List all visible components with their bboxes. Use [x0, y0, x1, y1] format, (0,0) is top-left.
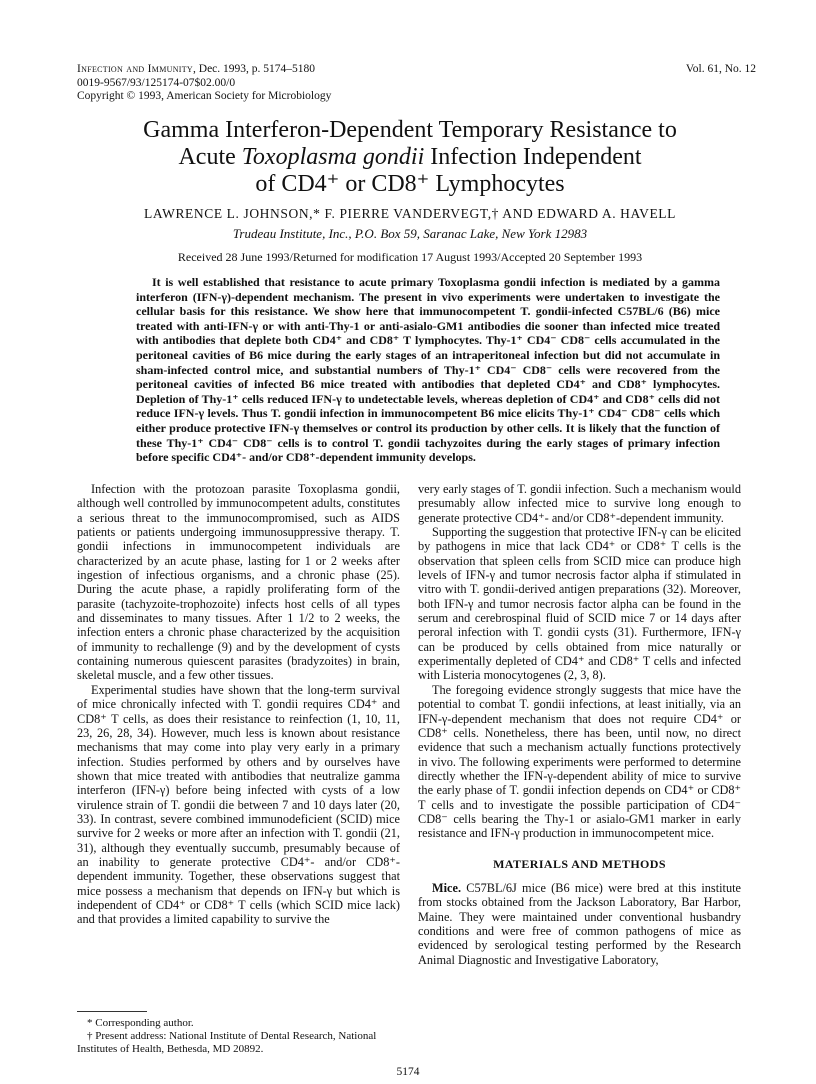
- right-column: [418, 482, 741, 967]
- title-line-3: of CD4⁺ or CD8⁺ Lymphocytes: [255, 171, 565, 197]
- mice-run-in-heading: Mice.: [432, 880, 462, 895]
- abstract: It is well established that resistance to acute primary Toxoplasma gondii infection is mediated by a gamma interferon (IFN-γ)-dependent mechanism. The present in vivo experiments were undertaken to investigate the cellular basis for this resistance. We show here that immunocompetent T. gondii-infected C57BL/6 (B6) mice treated with anti-IFN-γ or with anti-Thy-1 or anti-asialo-GM1 antibodies die sooner than infected mice treated with antibodies that deplete both CD4⁺ and CD8⁺ T lymphocytes. Thy-1⁺ CD4⁻ CD8⁻ cells accumulated in the peritoneal cavities of B6 mice during the early stages of an intraperitoneal infection but did not accumulate in sham-infected control mice, and substantial numbers of Thy-1⁺ CD4⁻ CD8⁻ cells were recovered from the peritoneal cavities of infected B6 mice treated with antibodies that depleted CD4⁺ and CD8⁺ lymphocytes. Depletion of Thy-1⁺ cells reduced IFN-γ to undetectable levels, whereas depletion of CD4⁺ and CD8⁺ cells did not reduce IFN-γ levels. Thus T. gondii infection in immunocompetent B6 mice elicits Thy-1⁺ CD4⁻ CD8⁻ cells which either produce protective IFN-γ themselves or control its production by other cells. It is likely that the function of these Thy-1⁺ CD4⁻ CD8⁻ cells is to control T. gondii tachyzoites during the early stages of primary infection before specific CD4⁺- and/or CD8⁺-dependent immunity develops.: [136, 275, 720, 465]
- issue-date: , Dec. 1993, p. 5174–5180: [193, 63, 316, 75]
- intro-paragraph-5: The foregoing evidence strongly suggests that mice have the potential to combat T. gondii infections, at least initially, via an IFN-γ-dependent mechanism that does not require CD4⁺ or CD8⁺ cells. Nonetheless, there has been, until now, no direct evidence that such a mechanism actually functions protectively in vivo. The following experiments were performed to determine directly whether the IFN-γ-dependent ability of mice to survive the early phase of T. gondii infection depends on CD4⁺ or CD8⁺ T cells and to investigate the possible participation of CD4⁻ CD8⁻ cells bearing the Thy-1 or asialo-GM1 marker in early resistance and IFN-γ production in immunocompetent mice.: [418, 682, 741, 841]
- title-line-2: Acute Toxoplasma gondii Infection Independent: [178, 144, 642, 170]
- title-organism: Toxoplasma gondii: [241, 144, 425, 170]
- copyright-line: Copyright © 1993, American Society for Microbiology: [77, 90, 332, 102]
- intro-paragraph-4: Supporting the suggestion that protective IFN-γ can be elicited by pathogens in mice that lack CD4⁺ or CD8⁺ T cells is the observation that spleen cells from SCID mice can produce high levels of IFN-γ and tumor necrosis factor alpha if stimulated in vitro with T. gondii-derived antigen preparations (32). Moreover, both IFN-γ and tumor necrosis factor alpha can be found in the serum and cerebrospinal fluid of SCID mice 7 or 14 days after peroral infection with T. gondii cysts (31). Furthermore, IFN-γ can be produced by cells obtained from mice naturally or experimentally depleted of CD4⁺ and CD8⁺ T cells and infected with Listeria monocytogenes (2, 3, 8).: [418, 525, 741, 683]
- intro-paragraph-2: Experimental studies have shown that the long-term survival of mice chronically infected with T. gondii requires CD4⁺ and CD8⁺ T cells, as does their resistance to reinfection (1, 10, 11, 23, 26, 28, 34). However, much less is known about resistance mechanisms that may come into play very early in a primary infection. Studies performed by others and by ourselves have shown that mice treated with antibodies that neutralize gamma interferon (IFN-γ) before being infected with cysts of a low virulence strain of T. gondii die between 7 and 10 days later (20, 33). In contrast, severe combined immunodeficient (SCID) mice survive for 2 weeks or more after an infection with T. gondii (21, 31), although they eventually succumb, presumably because of an inability to generate protective CD4⁺- and/or CD8⁺-dependent immunity. Together, these observations suggest that mice possess a mechanism that depends on IFN-γ but which is independent of CD4⁺ or CD8⁺ T cells (which SCID mice lack) and that provides a limited capability to survive the: [77, 682, 400, 927]
- methods-mice-paragraph: Mice. C57BL/6J mice (B6 mice) were bred at this institute from stocks obtained from the Jackson Laboratory, Bar Harbor, Maine. They were maintained under conventional husbandry conditions and were free of common pathogens of mice as evidenced by serological testing performed by the Research Animal Diagnostic and Investigative Laboratory,: [418, 880, 741, 967]
- footnote-divider: [77, 1011, 147, 1012]
- footnote-corresponding: * Corresponding author.: [87, 1017, 194, 1029]
- article-title: [80, 117, 740, 198]
- footnotes: [77, 1017, 400, 1056]
- intro-paragraph-1: Infection with the protozoan parasite Toxoplasma gondii, although well controlled by immunocompetent adults, constitutes a serious threat to the immunocompromised, such as AIDS patients or patients undergoing immunosuppressive therapy. T. gondii infections in immunocompetent individuals are characterized by an acute phase, lasting for 1 or 2 weeks after ingestion of infectious organisms, and a chronic phase (25). During the acute phase, a rapidly proliferating form of the parasite (tachyzoite-trophozoite) infects host cells of all types and disseminates to many tissues. After 1 1/2 to 2 weeks, the infection enters a chronic phase characterized by the acquisition of immunity to rechallenge (9) and by the development of cysts containing numerous quiescent parasites (bradyzoites) in brain, skeletal muscle, and a few other tissues.: [77, 482, 400, 683]
- section-heading-methods: MATERIALS AND METHODS: [493, 856, 666, 871]
- intro-paragraph-3: very early stages of T. gondii infection. Such a mechanism would presumably allow infected mice to survive long enough to generate protective CD4⁺- and/or CD8⁺-dependent immunity.: [418, 482, 741, 525]
- received-dates: Received 28 June 1993/Returned for modification 17 August 1993/Accepted 20 September 1993: [177, 250, 643, 264]
- left-column: [77, 482, 400, 927]
- footnote-present-address: † Present address: National Institute of Dental Research, National Institutes of Health, Bethesda, MD 20892.: [77, 1030, 377, 1055]
- journal-name: Infection and Immunity: [77, 63, 194, 75]
- author-list: LAWRENCE L. JOHNSON,* F. PIERRE VANDERVEGT,† AND EDWARD A. HAVELL: [143, 206, 676, 221]
- article-code: 0019-9567/93/125174-07$02.00/0: [77, 76, 236, 89]
- volume-issue: Vol. 61, No. 12: [685, 63, 756, 75]
- title-line-1: Gamma Interferon-Dependent Temporary Resistance to: [143, 117, 677, 143]
- page-number: 5174: [396, 1066, 420, 1078]
- affiliation: Trudeau Institute, Inc., P.O. Box 59, Saranac Lake, New York 12983: [232, 226, 588, 241]
- running-header: [77, 63, 331, 104]
